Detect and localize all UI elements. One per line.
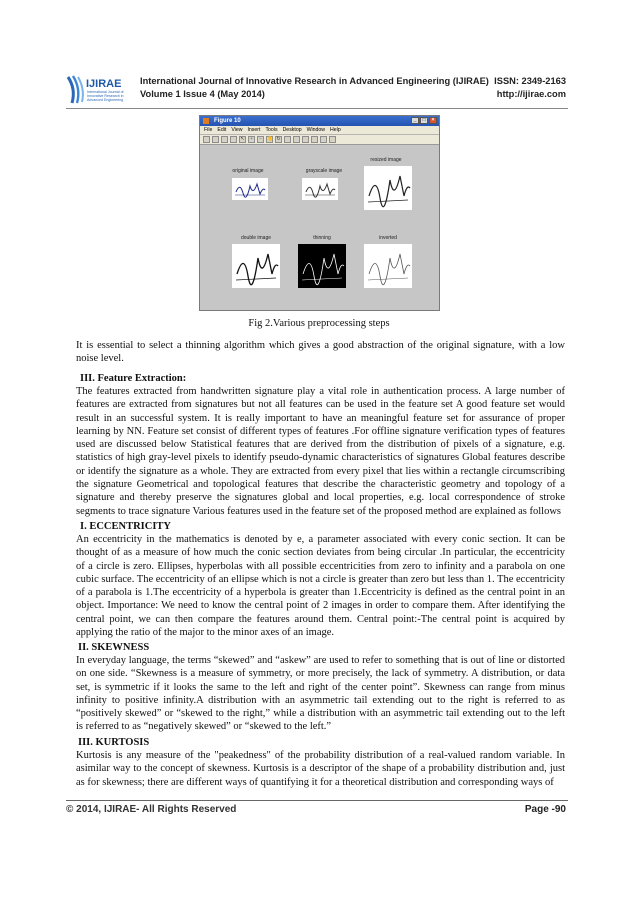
data-cursor-icon[interactable] (284, 136, 291, 143)
journal-logo (66, 73, 138, 105)
new-figure-icon[interactable] (203, 136, 210, 143)
open-file-icon[interactable] (212, 136, 219, 143)
panel-label-resized: resized image (370, 157, 402, 163)
figure-window (199, 115, 440, 311)
page-header (66, 73, 566, 107)
menu-help[interactable]: Help (330, 127, 341, 133)
zoom-in-icon[interactable]: + (248, 136, 255, 143)
section-heading-feature-extraction: III. Feature Extraction: (80, 373, 187, 384)
svg-text:Advanced Engineering: Advanced Engineering (87, 98, 124, 102)
section-heading-skewness: II. SKEWNESS (78, 642, 150, 653)
skewness-body: In everyday language, the terms “skewed” and “askew” are used to refer to something that is out of line or distorted on one side. “Skewness is a measure of symmetry, or more precisely, the lack of symmetry. A distribution, or data set, is symmetric if it looks the same to the left and right of the center point”. Skewness can range from minus infinity to positive infinity.A distribution with an asymmetric tail extending out to the right is referred to as “positively skewed” or “skewed to the right,” while a distribution with an asymmetric tail extending out to the left is referred to as “negatively skewed” or “skewed to the left.” (76, 655, 565, 733)
footer-copyright: © 2014, IJIRAE- All Rights Reserved (66, 804, 237, 815)
logo-mark-icon (68, 76, 83, 103)
svg-text:International Journal of: International Journal of (87, 90, 124, 94)
close-icon[interactable]: × (429, 117, 437, 124)
footer-divider (66, 800, 568, 801)
menu-view[interactable]: View (231, 127, 243, 133)
panel-label-inverted: inverted (379, 235, 397, 241)
brush-icon[interactable] (293, 136, 300, 143)
pointer-icon[interactable]: ↖ (240, 137, 245, 142)
menu-edit[interactable]: Edit (217, 127, 227, 133)
menu-desktop[interactable]: Desktop (282, 127, 302, 133)
legend-icon[interactable] (320, 136, 327, 143)
feature-extraction-body: The features extracted from handwritten signature play a vital role in authentication process. A large number of features are extracted from signatures but not all features can be used in the feature set A good feature set would result in an successful system. It is really important to have an meaningful feature set for assurance of proper learning by NN. Feature set consist of different types of features .For offline signature verification types of features used are discussed below Statistical features that are derived from the distribution of pixels of a signature, e.g. statistics of high gray-level pixels to identify pseudo-dynamic characteristics of signatures Global features describe or identify the signature as a whole. They are extracted from every pixel that lies within a rectangle circumscribing the signature Geometrical and topological features that describe the characteristic geometry and topology of a signature and thereby preserve the signatures global and local properties, e.g. local correspondence of stroke segments to trace signature Various features used in the feature set of the proposed method are explained as follows (76, 386, 565, 517)
signature-image (298, 244, 346, 288)
thinning-image-panel (298, 244, 346, 288)
intro-paragraph: It is essential to select a thinning algorithm which gives a good abstraction of the original signature, with a low noise level. (76, 340, 565, 365)
journal-meta (494, 75, 566, 101)
journal-name: International Journal of Innovative Research in Advanced Engineering (IJIRAE) (140, 76, 489, 86)
figure-toolbar (200, 135, 439, 145)
signature-image (364, 166, 412, 210)
print-icon[interactable] (230, 136, 237, 143)
save-icon[interactable] (221, 136, 228, 143)
zoom-out-icon[interactable]: − (257, 136, 264, 143)
kurtosis-body: Kurtosis is any measure of the "peakedness" of the probability distribution of a real-valued random variable. In asimilar way to the concept of skewness. Kurtosis is a descriptor of the shape of a probability distribution and, just as for skewness; there are different ways of quantifying it for a theoretical distribution and corresponding ways of (76, 750, 565, 788)
matlab-figure-icon (203, 118, 209, 124)
colorbar-icon[interactable] (311, 136, 318, 143)
minimize-icon[interactable]: _ (411, 117, 419, 124)
issn: ISSN: 2349-2163 (494, 76, 566, 86)
menu-window[interactable]: Window (306, 127, 326, 133)
double-image-panel (232, 244, 280, 288)
panel-label-double: double image (240, 235, 272, 241)
svg-text:Innovative Research in: Innovative Research in (87, 94, 124, 98)
resized-image-panel (364, 166, 412, 210)
maximize-icon[interactable]: □ (420, 117, 428, 124)
plot-tools-icon[interactable] (329, 136, 336, 143)
menu-file[interactable]: File (204, 127, 213, 133)
original-image-panel (232, 178, 268, 200)
signature-image (302, 178, 338, 200)
signature-image (232, 244, 280, 288)
panel-label-grayscale: grayscale image (305, 168, 343, 174)
panel-label-thinning: thinning (313, 235, 331, 241)
logo-text: IJIRAE (86, 78, 122, 90)
signature-image (364, 244, 412, 288)
section-heading-eccentricity: I. ECCENTRICITY (80, 521, 172, 532)
link-icon[interactable] (302, 136, 309, 143)
window-controls (411, 117, 437, 124)
eccentricity-body: An eccentricity in the mathematics is denoted by e, a parameter associated with every conic section. It can be thought of as a measure of how much the conic section deviates from being circular .In particular, the eccentricity of a circle is zero. Ellipses, hyperbolas with all possible eccentricities from zero to infinity and a parabola on one cubic surface. The eccentricity of an ellipse which is not a circle is greater than zero but less than 1. The eccentricity of a parabola is 1.The eccentricity of a hyperbola is greater than 1.Eccentricity is defined as the central point in an object. Importance: We need to know the central point of 2 images in order to compare them. After identifying the central point, we can then compare the features around them. Central point:-The central point is acquired by applying the ratio of the major to the minor axes of an image. (76, 534, 565, 639)
menu-insert[interactable]: Insert (247, 127, 261, 133)
figure-titlebar (200, 116, 439, 126)
journal-url[interactable]: http://ijirae.com (496, 89, 566, 99)
signature-image (232, 178, 268, 200)
journal-volume: Volume 1 Issue 4 (May 2014) (140, 89, 265, 99)
inverted-image-panel (364, 244, 412, 288)
section-heading-kurtosis: III. KURTOSIS (78, 737, 150, 748)
journal-title (140, 75, 489, 101)
figure-title: Figure 10 (214, 118, 241, 124)
panel-label-original: original image (232, 168, 264, 174)
figure-menubar (200, 126, 439, 135)
rotate-icon[interactable]: ↻ (276, 137, 281, 142)
header-divider (66, 108, 568, 109)
page-number: Page -90 (524, 804, 566, 815)
pan-icon[interactable]: ✋ (267, 137, 274, 142)
grayscale-image-panel (302, 178, 338, 200)
figure-caption: Fig 2.Various preprocessing steps (248, 318, 390, 329)
menu-tools[interactable]: Tools (265, 127, 278, 133)
